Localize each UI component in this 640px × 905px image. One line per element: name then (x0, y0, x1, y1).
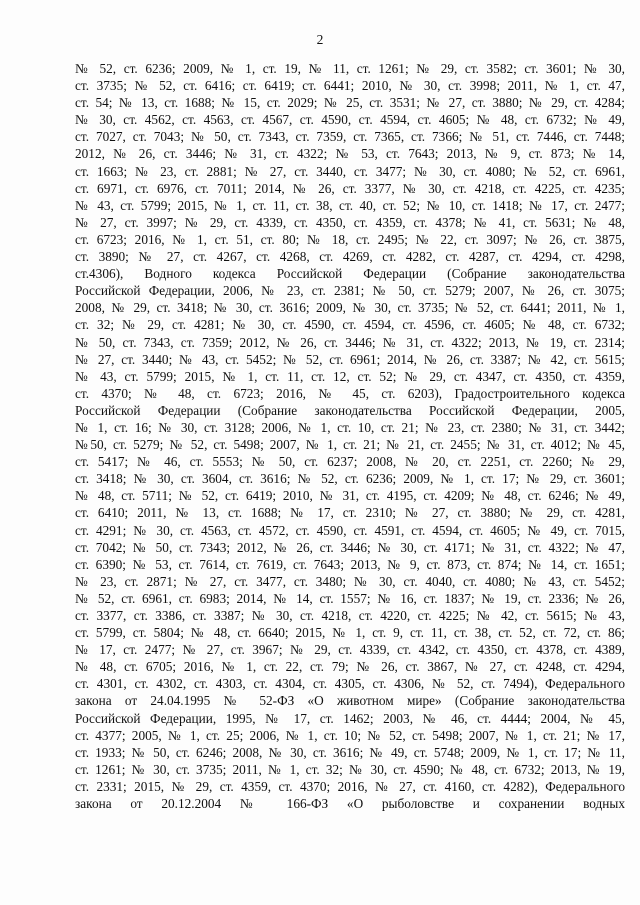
text-line: № 48, ст. 6705; 2016, № 1, ст. 22, ст. 79; № 26, ст. 3867, № 27, ст. 4248, ст. 4294, (75, 659, 625, 675)
text-line: ст. 4301, ст. 4302, ст. 4303, ст. 4304, ст. 4305, ст. 4306, № 52, ст. 7494), Федерального (75, 676, 625, 692)
text-line: ст. 6390; № 53, ст. 7614, ст. 7619, ст. 7643; 2013, № 9, ст. 873, ст. 874; № 14, ст. 1651; (75, 556, 625, 572)
text-line: № 30, ст. 4562, ст. 4563, ст. 4567, ст. 4590, ст. 4594, ст. 4605; № 48, ст. 6732; № 49, (75, 112, 625, 128)
text-line: ст. 7042; № 50, ст. 7343; 2012, № 26, ст. 3446; № 30, ст. 4171; № 31, ст. 4322; № 47, (75, 539, 625, 555)
text-line: № 27, ст. 3997; № 29, ст. 4339, ст. 4350, ст. 4359, ст. 4378; № 41, ст. 5631; № 48, (75, 214, 625, 230)
text-line: ст. 6410; 2011, № 13, ст. 1688; № 17, ст. 2310; № 27, ст. 3880; № 29, ст. 4281, (75, 505, 625, 521)
text-line: ст. 7027, ст. 7043; № 50, ст. 7343, ст. 7359, ст. 7365, ст. 7366; № 51, ст. 7446, ст. 7448; (75, 129, 625, 145)
text-line: закона от 20.12.2004 № 166-ФЗ «О рыболовстве и сохранении водных (75, 796, 625, 812)
text-line: ст. 2331; 2015, № 29, ст. 4359, ст. 4370; 2016, № 27, ст. 4160, ст. 4282), Федерального (75, 778, 625, 794)
text-line: № 50, ст. 7343, ст. 7359; 2012, № 26, ст. 3446; № 31, ст. 4322; 2013, № 19, ст. 2314; (75, 334, 625, 350)
page-number: 2 (316, 32, 324, 47)
text-line: ст. 3377, ст. 3386, ст. 3387; № 30, ст. 4218, ст. 4220, ст. 4225; № 42, ст. 5615; № 43, (75, 608, 625, 623)
text-line: ст. 6971, ст. 6976, ст. 7011; 2014, № 26, ст. 3377, № 30, ст. 4218, ст. 4225, ст. 4235; (75, 180, 625, 196)
text-line: Российской Федерации (Собрание законодательства Российской Федерации, 2005, (75, 402, 625, 418)
text-line: ст. 3735; № 52, ст. 6416; ст. 6419; ст. 6441; 2010, № 30, ст. 3998; 2011, № 1, ст. 47, (75, 78, 625, 94)
text-line: закона от 24.04.1995 № 52-ФЗ «О животном мире» (Собрание законодательства (75, 693, 625, 709)
text-line: Российской Федерации, 2006, № 23, ст. 2381; № 50, ст. 5279; 2007, № 26, ст. 3075; (75, 283, 625, 299)
text-line: №50, ст. 5279; № 52, ст. 5498; 2007, № 1, ст. 21; № 21, ст. 2455; № 31, ст. 4012; № 45, (75, 437, 625, 453)
text-line: № 48, ст. 5711; № 52, ст. 6419; 2010, № 31, ст. 4195, ст. 4209; № 48, ст. 6246; № 49, (75, 488, 625, 504)
text-line: № 1, ст. 16; № 30, ст. 3128; 2006, № 1, ст. 10, ст. 21; № 23, ст. 2380; № 31, ст. 3442; (75, 419, 625, 435)
text-line: ст. 3418; № 30, ст. 3604, ст. 3616; № 52, ст. 6236; 2009, № 1, ст. 17; № 29, ст. 3601; (75, 471, 625, 487)
text-line: ст.4306), Водного кодекса Российской Федерации (Собрание законодательства (75, 266, 625, 282)
text-line: ст. 3890; № 27, ст. 4267, ст. 4268, ст. 4269, ст. 4282, ст. 4287, ст. 4294, ст. 4298, (75, 249, 625, 265)
text-line: ст. 1663; № 23, ст. 2881; № 27, ст. 3440, ст. 3477; № 30, ст. 4080; № 52, ст. 6961, (75, 163, 625, 179)
text-line: ст. 4377; 2005, № 1, ст. 25; 2006, № 1, ст. 10; № 52, ст. 5498; 2007, № 1, ст. 21; № 17, (75, 727, 625, 743)
text-line: № 27, ст. 3440; № 43, ст. 5452; № 52, ст. 6961; 2014, № 26, ст. 3387; № 42, ст. 5615; (75, 351, 625, 367)
text-line: ст. 5417; № 46, ст. 5553; № 50, ст. 6237; 2008, № 20, ст. 2251, ст. 2260; № 29, (75, 454, 625, 470)
text-line: № 43, ст. 5799; 2015, № 1, ст. 11, ст. 12, ст. 52; № 29, ст. 4347, ст. 4350, ст. 4359, (75, 368, 625, 384)
text-line: 2008, № 29, ст. 3418; № 30, ст. 3616; 2009, № 30, ст. 3735; № 52, ст. 6441; 2011, № 1, (75, 300, 625, 316)
text-line: № 52, ст. 6961, ст. 6983; 2014, № 14, ст. 1557; № 16, ст. 1837; № 19, ст. 2336; № 26, (75, 590, 625, 606)
body-text (75, 60, 625, 812)
text-line: ст. 1261; № 30, ст. 3735; 2011, № 1, ст. 32; № 30, ст. 4590; № 48, ст. 6732; 2013, № 19, (75, 761, 625, 777)
text-line: ст. 4291; № 30, ст. 4563, ст. 4572, ст. 4590, ст. 4591, ст. 4594, ст. 4605; № 49, ст. 7015, (75, 522, 625, 538)
text-line: ст. 5799, ст. 5804; № 48, ст. 6640; 2015, № 1, ст. 9, ст. 11, ст. 38, ст. 52, ст. 72, ст. 86; (75, 625, 625, 641)
text-line: № 23, ст. 2871; № 27, ст. 3477, ст. 3480; № 30, ст. 4040, ст. 4080; № 43, ст. 5452; (75, 573, 625, 589)
text-line: 2012, № 26, ст. 3446; № 31, ст. 4322; № 53, ст. 7643; 2013, № 9, ст. 873; № 14, (75, 146, 625, 162)
text-line: ст. 54; № 13, ст. 1688; № 15, ст. 2029; № 25, ст. 3531; № 27, ст. 3880; № 29, ст. 4284; (75, 95, 625, 111)
text-line: ст. 32; № 29, ст. 4281; № 30, ст. 4590, ст. 4594, ст. 4596, ст. 4605; № 48, ст. 6732; (75, 317, 625, 333)
text-line: Российской Федерации, 1995, № 17, ст. 1462; 2003, № 46, ст. 4444; 2004, № 45, (75, 710, 625, 726)
text-line: ст. 1933; № 50, ст. 6246; 2008, № 30, ст. 3616; № 49, ст. 5748; 2009, № 1, ст. 17; № 11, (75, 744, 625, 760)
text-line: № 43, ст. 5799; 2015, № 1, ст. 11, ст. 38, ст. 40, ст. 52; № 10, ст. 1418; № 17, ст. 2477; (75, 197, 625, 213)
text-line: № 52, ст. 6236; 2009, № 1, ст. 19, № 11, ст. 1261; № 29, ст. 3582; ст. 3601; № 30, (75, 61, 625, 76)
text-line: ст. 4370; № 48, ст. 6723; 2016, № 45, ст. 6203), Градостроительного кодекса (75, 385, 625, 401)
text-line: № 17, ст. 2477; № 27, ст. 3967; № 29, ст. 4339, ст. 4342, ст. 4350, ст. 4378, ст. 4389, (75, 642, 625, 658)
text-line: ст. 6723; 2016, № 1, ст. 51, ст. 80; № 18, ст. 2495; № 22, ст. 3097; № 26, ст. 3875, (75, 231, 625, 247)
